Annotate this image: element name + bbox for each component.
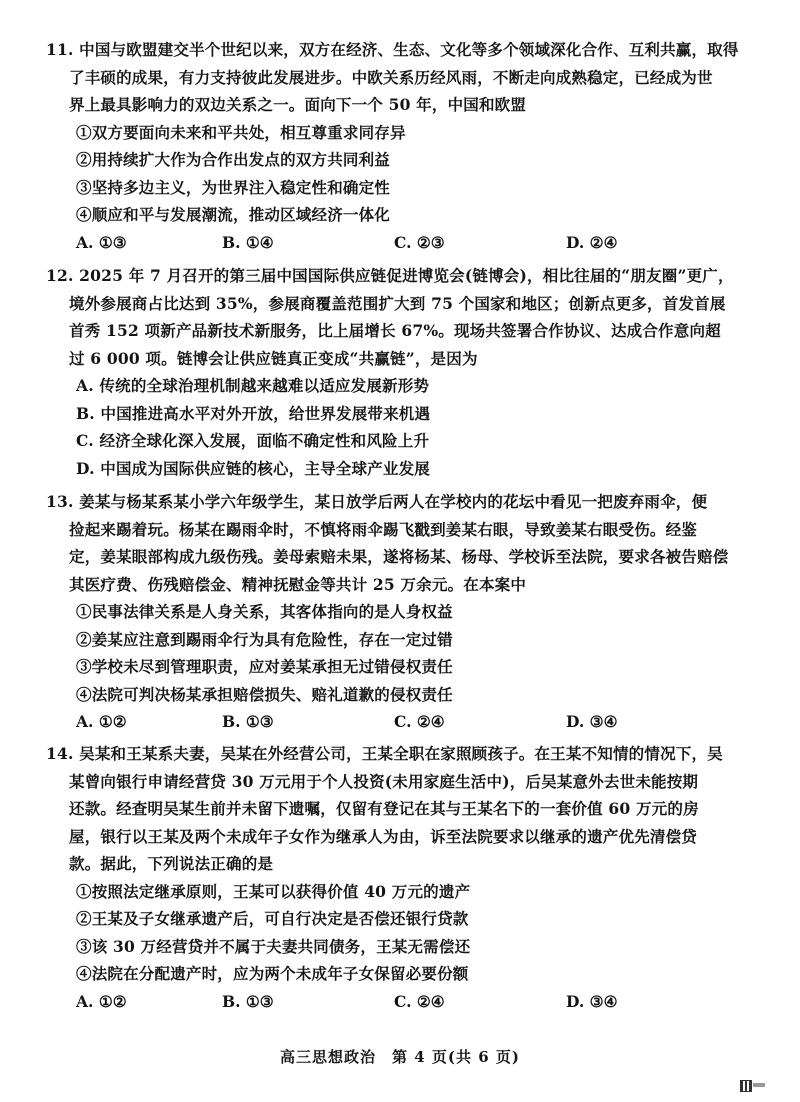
q12-choice-d[interactable]: D. 中国成为国际供应链的核心，主导全球产业发展	[76, 458, 430, 478]
q13-statement: ③学校未尽到管理职责，应对姜某承担无过错侵权责任	[76, 657, 453, 676]
question-11	[46, 36, 766, 256]
q14-stem-line: 某曾向银行申请经营贷 30 万元用于个人投资(未用家庭生活中)，后吴某意外去世未能按期	[69, 771, 699, 791]
q14-stem-line: 款。据此，下列说法正确的是	[69, 854, 274, 873]
question-13	[46, 488, 766, 736]
q12-choice-b[interactable]: B. 中国推进高水平对外开放，给世界发展带来机遇	[76, 403, 431, 423]
q13-statement: ④法院可判决杨某承担赔偿损失、赔礼道歉的侵权责任	[76, 684, 453, 704]
q14-option-d[interactable]: D. ③④	[566, 991, 618, 1011]
question-12	[46, 262, 766, 482]
q12-choice-c[interactable]: C. 经济全球化深入发展，面临不确定性和风险上升	[76, 431, 430, 450]
q11-stem-line: 11. 中国与欧盟建交半个世纪以来，双方在经济、生态、文化等多个领域深化合作、互利共赢，取得	[46, 40, 739, 59]
q13-option-c[interactable]: C. ②④	[394, 712, 445, 731]
q13-stem-line: 定，姜某眼部构成九级伤残。姜母索赔未果，遂将杨某、杨母、学校诉至法院，要求各被告赔偿	[69, 547, 729, 566]
q13-stem-line: 其医疗费、伤残赔偿金、精神抚慰金等共计 25 万余元。在本案中	[69, 574, 527, 594]
q11-option-c[interactable]: C. ②③	[394, 232, 445, 252]
q11-statement: ①双方要面向未来和平共处，相互尊重求同存异	[76, 122, 406, 142]
q14-statement: ①按照法定继承原则，王某可以获得价值 40 万元的遗产	[76, 881, 471, 901]
q11-stem-line: 界上最具影响力的双边关系之一。面向下一个 50 年，中国和欧盟	[69, 95, 527, 114]
question-14	[46, 740, 766, 1015]
q13-option-b[interactable]: B. ①③	[222, 712, 274, 731]
q13-stem-line: 捡起来踢着玩。杨某在踢雨伞时，不慎将雨伞踢飞戳到姜某右眼，导致姜某右眼受伤。经鉴	[69, 519, 698, 539]
qr-code-icon	[740, 1080, 752, 1092]
q11-option-d[interactable]: D. ②④	[566, 232, 618, 252]
q13-options	[46, 708, 766, 736]
q12-choice-a[interactable]: A. 传统的全球治理机制越来越难以适应发展新形势	[76, 376, 430, 395]
q14-statement: ③该 30 万经营贷并不属于夫妻共同债务，王某无需偿还	[76, 936, 471, 956]
q14-stem-line: 还款。经查明吴某生前并未留下遗嘱，仅留有登记在其与王某名下的一套价值 60 万元的房	[69, 799, 699, 818]
q14-option-a[interactable]: A. ①②	[76, 991, 127, 1011]
q11-statement: ③坚持多边主义，为世界注入稳定性和确定性	[76, 177, 391, 197]
q14-statement: ②王某及子女继承遗产后，可自行决定是否偿还银行贷款	[76, 909, 469, 928]
page-footer: 高三思想政治 第 4 页(共 6 页)	[280, 1048, 520, 1066]
q13-option-a[interactable]: A. ①②	[76, 712, 127, 731]
q14-option-b[interactable]: B. ①③	[222, 991, 274, 1011]
q14-statement: ④法院在分配遗产时，应为两个未成年子女保留必要份额	[76, 964, 469, 983]
q11-statement: ④顺应和平与发展潮流，推动区域经济一体化	[76, 205, 391, 224]
q11-statement: ②用持续扩大作为合作出发点的双方共同利益	[76, 150, 391, 169]
q14-stem-line: 14. 吴某和王某系夫妻，吴某在外经营公司，王某全职在家照顾孩子。在王某不知情的情况下，吴	[46, 744, 723, 763]
q11-option-a[interactable]: A. ①③	[76, 232, 127, 252]
q12-stem-line: 过 6 000 项。链博会让供应链真正变成“共赢链”，是因为	[69, 348, 478, 368]
q14-options	[46, 988, 766, 1016]
q14-stem-line: 屋，银行以王某及两个未成年子女作为继承人为由，诉至法院要求以继承的遗产优先清偿贷	[69, 826, 698, 846]
q13-statement: ①民事法律关系是人身关系，其客体指向的是人身权益	[76, 602, 453, 621]
q13-statement: ②姜某应注意到踢雨伞行为具有危险性，存在一定过错	[76, 629, 453, 649]
q13-stem-line: 13. 姜某与杨某系某小学六年级学生，某日放学后两人在学校内的花坛中看见一把废弃雨伞，便	[46, 492, 708, 511]
watermark-text-mark	[753, 1083, 765, 1087]
watermark-qr-icon	[740, 1080, 766, 1092]
q13-option-d[interactable]: D. ③④	[566, 712, 618, 731]
q11-stem-line: 了丰硕的成果，有力支持彼此发展进步。中欧关系历经风雨，不断走向成熟稳定，已经成为世	[69, 67, 713, 87]
q14-option-c[interactable]: C. ②④	[394, 991, 445, 1011]
q12-stem-line: 12. 2025 年 7 月召开的第三届中国国际供应链促进博览会(链博会)，相比往届的“朋友圈”更广，	[46, 266, 734, 285]
q12-stem-line: 首秀 152 项新产品新技术新服务，比上届增长 67%。现场共签署合作协议、达成合作意向超	[69, 321, 721, 340]
q11-options	[46, 229, 766, 257]
q11-option-b[interactable]: B. ①④	[222, 232, 274, 252]
q12-stem-line: 境外参展商占比达到 35%，参展商覆盖范围扩大到 75 个国家和地区；创新点更多，首发首展	[69, 293, 726, 313]
